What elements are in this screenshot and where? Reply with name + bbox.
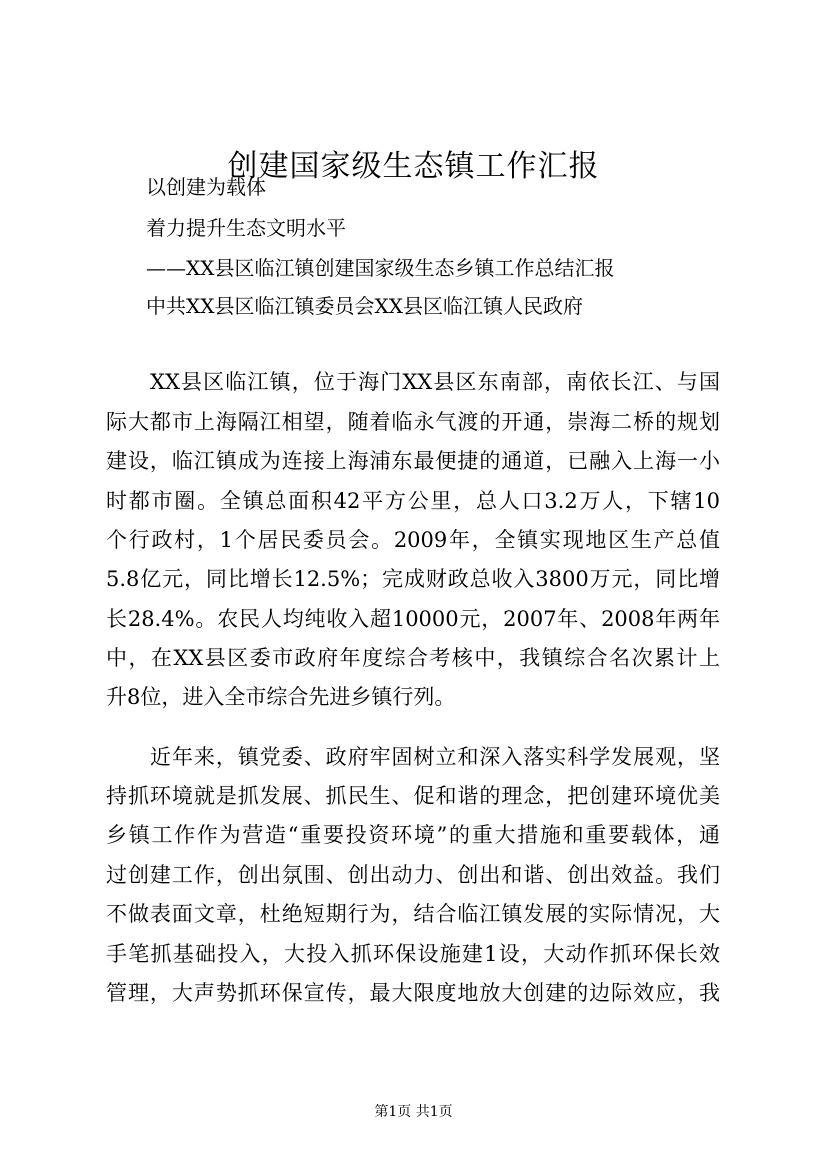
text-line: 际大都市上海隔江相望，随着临永气渡的开通，崇海二桥的规划: [106, 410, 720, 434]
text-line: 5.8亿元，同比增长12.5%；完成财政总收入3800万元，同比增: [106, 567, 720, 591]
subtitle-line: 以创建为载体: [146, 175, 266, 199]
page-footer: 第1页 共1页: [374, 1104, 453, 1120]
document-title: 创建国家级生态镇工作汇报: [227, 149, 600, 184]
text-line: 过创建工作，创出氛围、创出动力、创出和谐、创出效益。我们: [106, 863, 720, 887]
text-line: 乡镇工作作为营造“重要投资环境”的重大措施和重要载体，通: [106, 823, 720, 847]
text-line: 手笔抓基础投入，大投入抓环保设施建1设，大动作抓环保长效: [106, 942, 720, 966]
text-line: 长28.4%。农民人均纯收入超10000元，2007年、2008年两年: [106, 607, 720, 631]
text-line: 不做表面文章，杜绝短期行为，结合临江镇发展的实际情况，大: [106, 902, 720, 926]
text-line: 近年来，镇党委、政府牢固树立和深入落实科学发展观，坚: [150, 745, 720, 769]
text-line: 个行政村，1个居民委员会。2009年，全镇实现地区生产总值: [106, 528, 720, 552]
text-line: 升8位，进入全市综合先进乡镇行列。: [106, 685, 456, 709]
text-line: 时都市圈。全镇总面积42平方公里，总人口3.2万人，下辖10: [106, 489, 720, 513]
text-line: 持抓环境就是抓发展、抓民生、促和谐的理念，把创建环境优美: [106, 784, 720, 808]
text-line: 中，在XX县区委市政府年度综合考核中，我镇综合名次累计上: [106, 646, 720, 670]
subtitle-line: 中共XX县区临江镇委员会XX县区临江镇人民政府: [146, 294, 583, 318]
text-line: 建设，临江镇成为连接上海浦东最便捷的通道，已融入上海一小: [106, 449, 720, 473]
subtitle-line: ——XX县区临江镇创建国家级生态乡镇工作总结汇报: [146, 256, 615, 280]
text-line: XX县区临江镇，位于海门XX县区东南部，南依长江、与国: [150, 370, 720, 394]
subtitle-line: 着力提升生态文明水平: [146, 216, 346, 240]
text-line: 管理，大声势抓环保宣传，最大限度地放大创建的边际效应，我: [106, 981, 720, 1005]
